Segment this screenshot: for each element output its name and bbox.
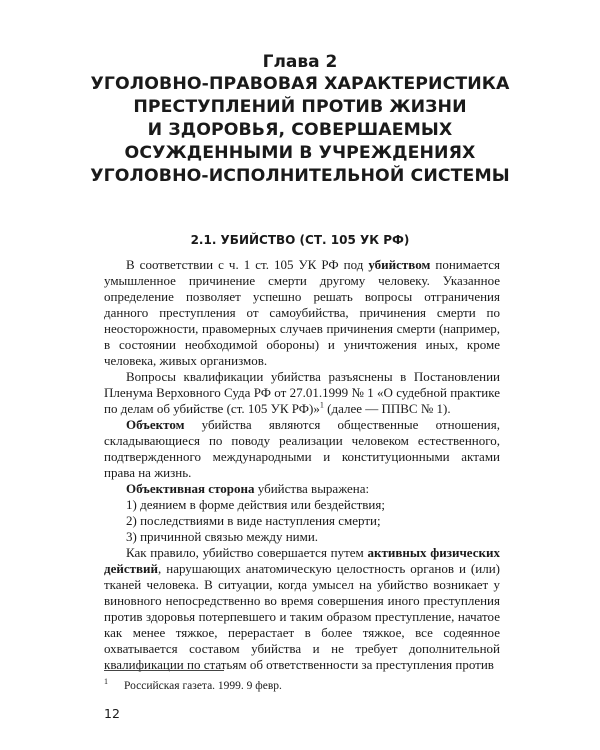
paragraph [104,417,500,481]
chapter-title-line: УГОЛОВНО-ПРАВОВАЯ ХАРАКТЕРИСТИКА [90,74,510,94]
bold-term: убийством [368,257,431,272]
footnote-marker: 1 [104,677,108,686]
list-item: 2) последствиями в виде наступления смерти; [126,513,381,528]
chapter-title [40,73,560,188]
paragraph-text: Как правило, убийство совершается путем [126,545,368,560]
body-text [104,257,500,673]
footnote-ref: 1 [319,400,324,410]
paragraph-text: Вопросы квалификации убийства разъяснены в Постановлении Пленума Верховного Суда РФ от 27.01.1999 № 1 «О судебной практике по делам об убийстве (ст. 105 УК РФ)» [104,369,500,416]
paragraph-text: понимается умышленное причинение смерти другому человеку. Указанное определение позволяет успешно решать вопросы отграничения данного преступления от самоубийства, причинения смерти по неосторожности, правомерных случаев причинения смерти (например, в состоянии необходимой обороны) и уничтожения иных, кроме человека, живых организмов. [104,257,501,368]
section-title: 2.1. УБИЙСТВО (СТ. 105 УК РФ) [190,233,410,247]
footnote-text: Российская газета. 1999. 9 февр. [124,679,282,692]
bold-term: активных физических действий [104,545,500,576]
page-number: 12 [104,706,120,721]
footnote-divider [104,670,224,671]
paragraph [104,257,500,369]
footnote [104,675,282,693]
list-item: 3) причинной связью между ними. [126,529,319,544]
paragraph-text: убийства выражена: [254,481,370,496]
chapter-number: Глава 2 [262,52,338,72]
list-item: 1) деянием в форме действия или бездействия; [126,497,385,512]
paragraph [104,545,500,673]
chapter-title-line: ОСУЖДЕННЫМИ В УЧРЕЖДЕНИЯХ [124,143,476,163]
paragraph [104,481,500,497]
paragraph [104,369,500,417]
chapter-title-line: ПРЕСТУПЛЕНИЙ ПРОТИВ ЖИЗНИ [133,97,467,117]
paragraph-text: , нарушающих анатомическую целостность органов и (или) тканей человека. В ситуации, когда умысел на убийство возникает у виновного непосредственно во время совершения иного преступления против здоровья потерпевшего и таким образом преступление, начатое как менее тяжкое, перерастает в более тяжкое, все содеянное охватывается составом убийства и не требует дополнительной квалификации по статьям об ответственности за преступления против [104,561,500,672]
paragraph-text: (далее — ППВС № 1). [323,401,451,416]
paragraph-text: убийства являются общественные отношения, складывающиеся по поводу реализации человеком естественного, подтвержденного международными и конституционными актами права на жизнь. [104,417,500,480]
bold-term: Объектом [126,417,185,432]
bold-term: Объективная сторона [126,481,255,496]
paragraph-text: В соответствии с ч. 1 ст. 105 УК РФ под [126,257,369,272]
chapter-title-line: И ЗДОРОВЬЯ, СОВЕРШАЕМЫХ [147,120,453,140]
chapter-title-line: УГОЛОВНО-ИСПОЛНИТЕЛЬНОЙ СИСТЕМЫ [90,166,510,186]
